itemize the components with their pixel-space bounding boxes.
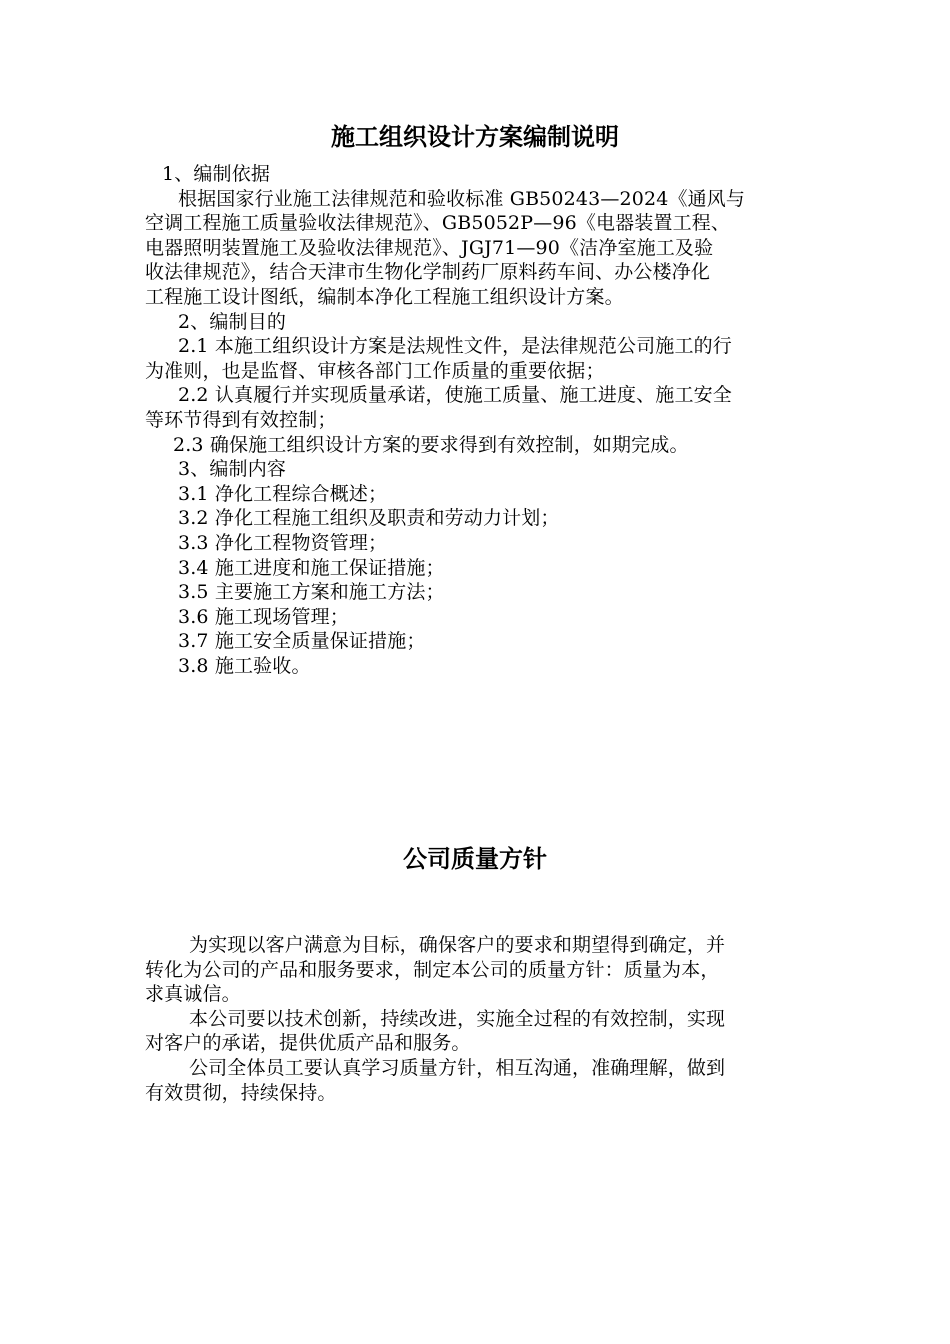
contents-item: 3.5 主要施工方案和施工方法； — [178, 581, 445, 604]
contents-item: 3.3 净化工程物资管理； — [178, 531, 388, 554]
contents-item: 3.1 净化工程综合概述； — [178, 482, 388, 505]
heading-contents: 3、编制内容 — [178, 458, 286, 481]
policy-line: 公司全体员工要认真学习质量方针，相互沟通，准确理解，做到 — [189, 1056, 726, 1079]
quality-policy-title: 公司质量方针 — [403, 845, 547, 873]
policy-paragraph-2 — [145, 1007, 820, 1056]
policy-line: 为实现以客户满意为目标，确保客户的要求和期望得到确定，并 — [189, 934, 726, 956]
purpose-line: 2.2 认真履行并实现质量承诺，使施工质量、施工进度、施工安全 — [178, 384, 732, 407]
purpose-line: 2.1 本施工组织设计方案是法规性文件，是法律规范公司施工的行 — [178, 335, 732, 358]
purpose-item-2 — [145, 383, 820, 432]
purpose-line: 等环节得到有效控制； — [145, 408, 337, 431]
construction-plan-section — [145, 162, 820, 678]
purpose-item-3: 2.3 确保施工组织设计方案的要求得到有效控制，如期完成。 — [173, 433, 689, 456]
contents-item: 3.8 施工验收。 — [178, 654, 311, 677]
basis-line: 根据国家行业施工法律规范和验收标准 GB50243—2024《通风与 — [178, 187, 746, 210]
basis-line: 收法律规范》，结合天津市生物化学制药厂原料药车间、办公楼净化 — [145, 261, 711, 284]
purpose-item-1 — [145, 334, 820, 383]
purpose-line: 为准则，也是监督、审核各部门工作质量的重要依据； — [145, 359, 605, 382]
construction-plan-title: 施工组织设计方案编制说明 — [331, 123, 619, 151]
contents-item: 3.7 施工安全质量保证措施； — [178, 630, 426, 653]
heading-purpose: 2、编制目的 — [178, 310, 286, 333]
basis-paragraph — [145, 187, 820, 310]
contents-item: 3.2 净化工程施工组织及职责和劳动力计划； — [178, 507, 560, 530]
policy-line: 有效贯彻，持续保持。 — [145, 1081, 337, 1104]
quality-policy-section — [145, 933, 820, 1105]
policy-paragraph-1 — [145, 933, 820, 1007]
policy-paragraph-3 — [145, 1056, 820, 1105]
policy-line: 对客户的承诺，提供优质产品和服务。 — [145, 1032, 471, 1055]
basis-line: 空调工程施工质量验收法律规范》、GB5052P—96《电器装置工程、 — [145, 212, 731, 235]
policy-line: 本公司要以技术创新，持续改进，实施全过程的有效控制，实现 — [189, 1007, 726, 1030]
contents-list — [145, 482, 820, 679]
policy-line: 转化为公司的产品和服务要求，制定本公司的质量方针：质量为本， — [145, 958, 720, 981]
contents-item: 3.4 施工进度和施工保证措施； — [178, 556, 445, 579]
policy-line: 求真诚信。 — [145, 983, 241, 1006]
heading-basis: 1、编制依据 — [162, 163, 270, 185]
basis-line: 工程施工设计图纸，编制本净化工程施工组织设计方案。 — [145, 285, 624, 308]
contents-item: 3.6 施工现场管理； — [178, 605, 349, 628]
basis-line: 电器照明装置施工及验收法律规范》、JGJ71—90《洁净室施工及验 — [145, 236, 714, 259]
